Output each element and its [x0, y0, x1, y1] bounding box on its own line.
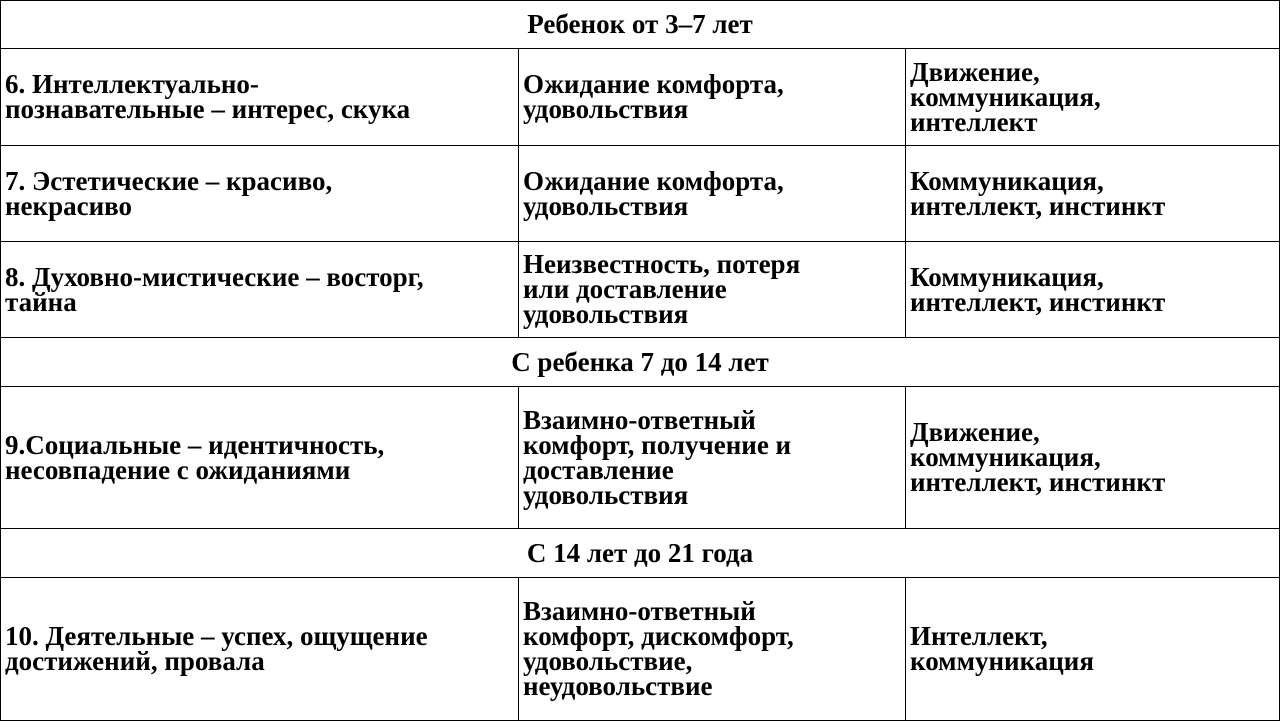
table-row — [1, 146, 1280, 242]
need-text: 6. Интеллектуально- — [5, 69, 259, 99]
need-text: 10. Деятельные – успех, ощущение — [5, 621, 428, 651]
channels-text: коммуникация, — [910, 81, 1101, 112]
need-text: некрасиво — [5, 190, 133, 221]
channels-text: Коммуникация, — [910, 165, 1104, 196]
expectation-text: Взаимно-ответный — [523, 596, 756, 626]
table-row — [1, 49, 1280, 146]
need-cell — [1, 387, 519, 529]
expectation-text: Неизвестность, потеря — [523, 249, 801, 279]
need-text: достижений, провала — [5, 646, 265, 676]
section-row-14-21 — [1, 529, 1280, 578]
channels-cell — [906, 578, 1280, 721]
channels-cell — [906, 387, 1280, 529]
expectation-cell — [519, 387, 906, 529]
need-text: познавательные – интерес, скука — [5, 94, 411, 124]
expectation-text: удовольствия — [523, 190, 689, 221]
expectation-cell — [519, 242, 906, 338]
channels-text: интеллект, инстинкт — [910, 467, 1166, 497]
need-text: тайна — [5, 286, 77, 317]
section-heading: Ребенок от 3–7 лет — [1, 1, 1280, 49]
expectation-text: Ожидание комфорта, — [523, 69, 784, 99]
expectation-text: удовольствия — [523, 479, 689, 510]
table-row — [1, 242, 1280, 338]
expectation-text: комфорт, получение и — [523, 429, 792, 460]
channels-text: Движение, — [910, 417, 1040, 447]
need-text: 7. Эстетические – красиво, — [5, 165, 333, 196]
need-cell — [1, 242, 519, 338]
section-heading: С ребенка 7 до 14 лет — [1, 338, 1280, 387]
channels-cell — [906, 49, 1280, 146]
expectation-cell — [519, 146, 906, 242]
expectation-text: удовольствие, — [523, 646, 693, 676]
expectation-text: доставление — [523, 454, 674, 485]
channels-text: интеллект, инстинкт — [910, 190, 1166, 221]
need-text: 9.Социальные – идентичность, — [5, 429, 385, 460]
channels-text: Движение, — [910, 56, 1040, 87]
need-cell — [1, 578, 519, 721]
channels-cell — [906, 146, 1280, 242]
expectation-cell — [519, 578, 906, 721]
channels-text: Интеллект, — [910, 621, 1048, 651]
need-text: 8. Духовно-мистические – восторг, — [5, 261, 424, 292]
expectation-text: комфорт, дискомфорт, — [523, 621, 794, 651]
need-cell — [1, 146, 519, 242]
table-row — [1, 578, 1280, 721]
expectation-text: удовольствия — [523, 299, 689, 329]
expectation-text: Взаимно-ответный — [523, 404, 756, 435]
expectation-text: удовольствия — [523, 94, 689, 124]
channels-text: коммуникация, — [910, 442, 1101, 472]
channels-text: интеллект, инстинкт — [910, 286, 1166, 317]
section-row-7-14 — [1, 338, 1280, 387]
channels-text: Коммуникация, — [910, 261, 1104, 292]
expectation-text: Ожидание комфорта, — [523, 165, 784, 196]
channels-cell — [906, 242, 1280, 338]
section-heading: С 14 лет до 21 года — [1, 529, 1280, 578]
section-row-3-7 — [1, 1, 1280, 49]
channels-text: интеллект — [910, 106, 1038, 137]
channels-text: коммуникация — [910, 646, 1094, 676]
need-text: несовпадение с ожиданиями — [5, 454, 351, 485]
expectation-cell — [519, 49, 906, 146]
need-cell — [1, 49, 519, 146]
table-row — [1, 387, 1280, 529]
expectation-text: или доставление — [523, 274, 727, 304]
expectation-text: неудовольствие — [523, 671, 713, 701]
